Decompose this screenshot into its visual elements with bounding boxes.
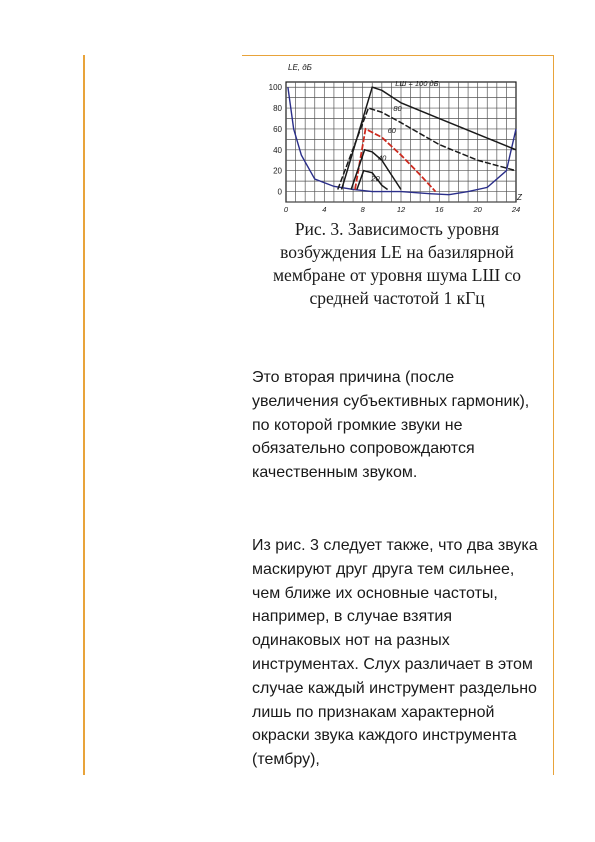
curve-annotation: 80 <box>393 104 402 114</box>
x-tick-label: 16 <box>435 205 444 214</box>
curve-annotation: 60 <box>387 126 396 136</box>
x-tick-label: 12 <box>396 205 406 214</box>
y-tick-label: 60 <box>273 124 282 134</box>
x-tick-label: 4 <box>322 205 327 214</box>
y-tick-label: 0 <box>277 187 282 197</box>
y-tick-label: 80 <box>273 104 282 114</box>
x-tick-label: 24 <box>511 205 521 214</box>
paragraph-2: Из рис. 3 следует также, что два звука маскируют друг друга тем сильнее, чем ближе их основные частоты, например, в случае взятия одинаковых нот на разных инструментах. Слух различает в этом случае каждый инструмент раздельно лишь по признакам характерной окраски звука каждого инструмента (тембру), <box>252 537 538 769</box>
x-tick-label: 0 <box>283 205 289 214</box>
x-tick-label: 20 <box>473 205 482 214</box>
curve-annotation: 20 <box>371 174 380 184</box>
curve-annotation: 40 <box>378 153 387 163</box>
masking-chart <box>246 56 526 216</box>
paragraph-1: Это вторая причина (после увеличения субъективных гармоник), по которой громкие звуки не обязательно сопровождаются качественным звуком. <box>252 369 530 482</box>
y-tick-label: 40 <box>273 145 282 155</box>
figure-caption: Рис. 3. Зависимость уровня возбуждения LE на базилярной мембране от уровня шума LШ со средней частотой 1 кГц <box>272 219 522 308</box>
x-axis-label: Z <box>517 193 522 202</box>
left-accent-rule <box>83 55 85 775</box>
y-axis-label: LE, дБ <box>288 63 312 72</box>
figure-chart <box>246 56 526 216</box>
curve-annotation: LШ = 100 дБ <box>395 79 439 89</box>
y-tick-label: 100 <box>268 83 282 93</box>
y-tick-label: 20 <box>273 166 282 176</box>
x-tick-label: 8 <box>360 205 365 214</box>
